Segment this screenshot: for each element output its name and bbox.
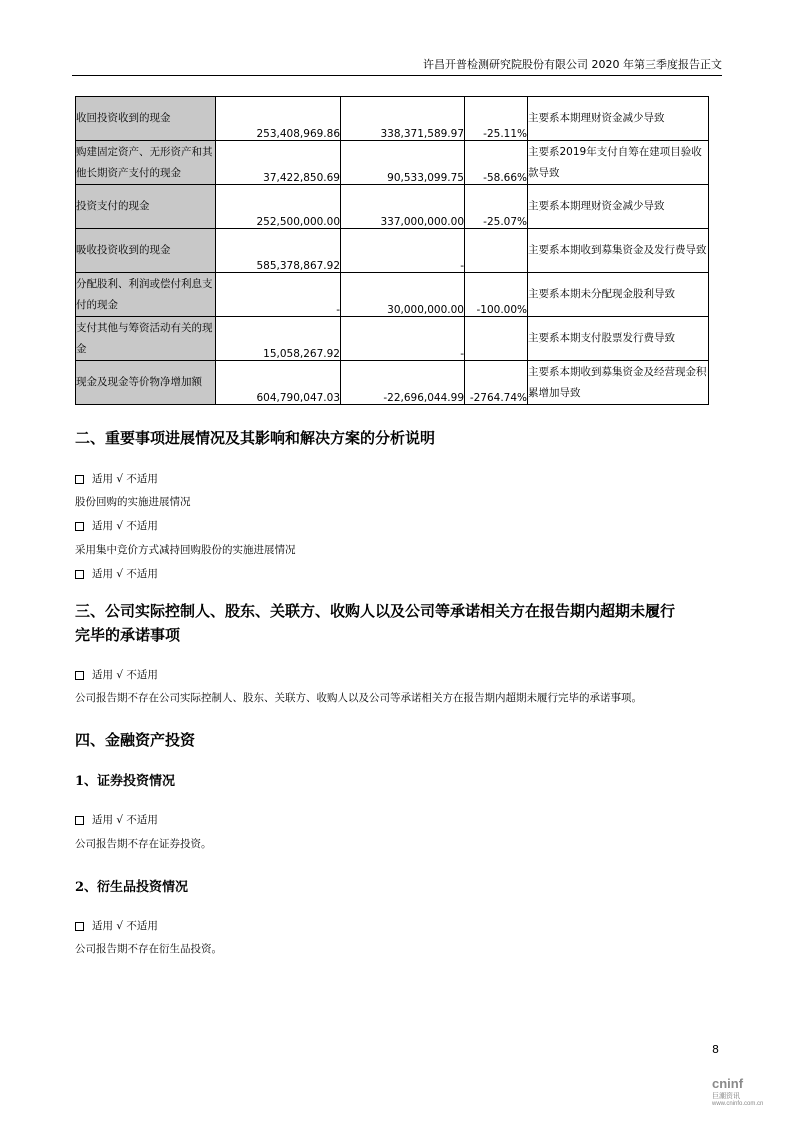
current-period-value: 585,378,867.92 (216, 229, 341, 273)
section2-text-2: 采用集中竞价方式减持回购股份的实施进展情况 (75, 544, 296, 556)
page-number: 8 (712, 1043, 719, 1056)
section2-text-1: 股份回购的实施进展情况 (75, 496, 191, 508)
current-period-value: 252,500,000.00 (216, 185, 341, 229)
table-row (76, 229, 709, 273)
logo-url: www.cninfo.com.cn (712, 1101, 764, 1107)
prior-period-value: 30,000,000.00 (341, 273, 465, 317)
table-row (76, 273, 709, 317)
change-reason: 主要系本期收到募集资金及发行费导致 (528, 229, 709, 273)
prior-period-value: - (341, 317, 465, 361)
checkbox-icon (75, 816, 84, 825)
current-period-value: - (216, 273, 341, 317)
section2-option-3: 适用 √ 不适用 (75, 566, 158, 581)
row-label: 投资支付的现金 (76, 185, 216, 229)
table-row (76, 97, 709, 141)
checkbox-icon (75, 522, 84, 531)
row-label: 分配股利、利润或偿付利息支付的现金 (76, 273, 216, 317)
section4-sub1-title: 1、证券投资情况 (75, 774, 176, 789)
checkbox-icon (75, 671, 84, 680)
section2-option-2: 适用 √ 不适用 (75, 518, 158, 533)
prior-period-value: 90,533,099.75 (341, 141, 465, 185)
current-period-value: 15,058,267.92 (216, 317, 341, 361)
section4-sub1-option: 适用 √ 不适用 (75, 812, 158, 827)
prior-period-value: 337,000,000.00 (341, 185, 465, 229)
checkbox-icon (75, 475, 84, 484)
change-percent (465, 229, 528, 273)
change-percent: -25.07% (465, 185, 528, 229)
row-label: 现金及现金等价物净增加额 (76, 361, 216, 405)
section3-title-line1: 三、公司实际控制人、股东、关联方、收购人以及公司等承诺相关方在报告期内超期未履行 (75, 602, 676, 620)
current-period-value: 253,408,969.86 (216, 97, 341, 141)
prior-period-value: - (341, 229, 465, 273)
row-label: 收回投资收到的现金 (76, 97, 216, 141)
prior-period-value: 338,371,589.97 (341, 97, 465, 141)
change-reason: 主要系本期收到募集资金及经营现金积累增加导致 (528, 361, 709, 405)
cninfo-logo (712, 1076, 792, 1116)
section3-title-line2: 完毕的承诺事项 (75, 626, 181, 644)
section2-option-1: 适用 √ 不适用 (75, 471, 158, 486)
change-percent: -58.66% (465, 141, 528, 185)
change-percent (465, 317, 528, 361)
row-label: 支付其他与筹资活动有关的现金 (76, 317, 216, 361)
section3-text: 公司报告期不存在公司实际控制人、股东、关联方、收购人以及公司等承诺相关方在报告期内超期未履行完毕的承诺事项。 (75, 692, 642, 704)
change-reason: 主要系本期理财资金减少导致 (528, 185, 709, 229)
logo-mark: cninf (712, 1076, 744, 1091)
table-row (76, 361, 709, 405)
change-percent: -25.11% (465, 97, 528, 141)
current-period-value: 604,790,047.03 (216, 361, 341, 405)
section4-sub2-option: 适用 √ 不适用 (75, 918, 158, 933)
row-label: 吸收投资收到的现金 (76, 229, 216, 273)
page-header: 许昌开普检测研究院股份有限公司 2020 年第三季度报告正文 (72, 56, 722, 76)
change-percent: -100.00% (465, 273, 528, 317)
change-reason: 主要系本期理财资金减少导致 (528, 97, 709, 141)
table-row (76, 317, 709, 361)
table-row (76, 185, 709, 229)
logo-subtitle: 巨潮资讯 (712, 1092, 740, 1100)
row-label: 购建固定资产、无形资产和其他长期资产支付的现金 (76, 141, 216, 185)
section4-sub1-text: 公司报告期不存在证券投资。 (75, 838, 212, 850)
change-reason: 主要系本期支付股票发行费导致 (528, 317, 709, 361)
section4-sub2-title: 2、衍生品投资情况 (75, 880, 189, 895)
change-reason: 主要系本期未分配现金股利导致 (528, 273, 709, 317)
current-period-value: 37,422,850.69 (216, 141, 341, 185)
change-percent: -2764.74% (465, 361, 528, 405)
checkbox-icon (75, 922, 84, 931)
section3-option: 适用 √ 不适用 (75, 667, 158, 682)
change-reason: 主要系2019年支付自筹在建项目验收款导致 (528, 141, 709, 185)
checkbox-icon (75, 570, 84, 579)
prior-period-value: -22,696,044.99 (341, 361, 465, 405)
table-row (76, 141, 709, 185)
cashflow-table (75, 96, 709, 405)
section4-title: 四、金融资产投资 (75, 731, 196, 749)
section2-title: 二、重要事项进展情况及其影响和解决方案的分析说明 (75, 429, 436, 447)
section4-sub2-text: 公司报告期不存在衍生品投资。 (75, 943, 222, 955)
